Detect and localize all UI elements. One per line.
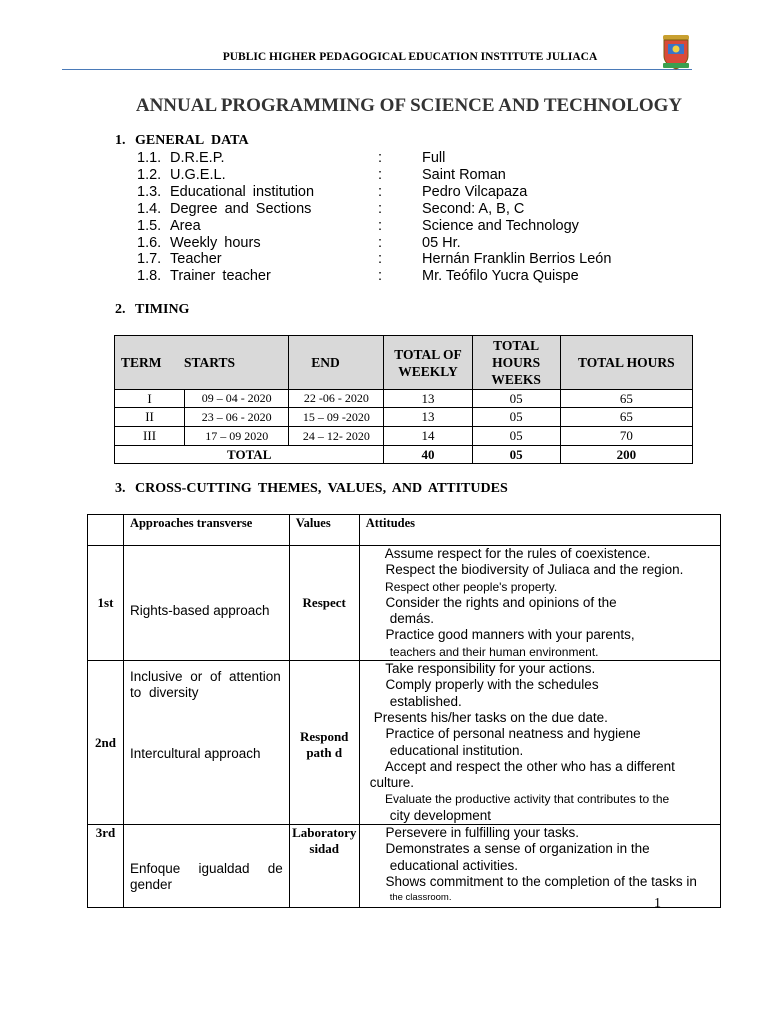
table-header-row (115, 336, 693, 390)
item-value: Science and Technology (422, 218, 579, 234)
item-label: Area (170, 218, 201, 234)
attitude-item: Respect the biodiversity of Juliaca and the region. (385, 562, 684, 578)
section-title: GENERAL DATA (135, 133, 249, 148)
approach-cell: Enfoque igualdad de gender (123, 825, 289, 907)
header-attitudes: Attitudes (359, 515, 720, 546)
table-row (88, 825, 721, 907)
header-total-hours: TOTAL HOURS (560, 336, 692, 390)
table-row (88, 661, 721, 825)
attitude-item: Take responsibility for your actions. (385, 661, 596, 677)
attitudes-cell (359, 546, 720, 661)
value-cell: Laboratory sidad (289, 825, 359, 907)
section-number: 2. (115, 302, 126, 317)
institution-logo-icon (660, 34, 692, 72)
approach-text: Intercultural approach (129, 746, 261, 762)
section-themes-heading (115, 481, 508, 497)
value-cell: Respect (289, 546, 359, 661)
header-total-weekly: TOTAL OF WEEKLY (384, 336, 472, 390)
item-label: Degree and Sections (170, 201, 312, 217)
starts-cell: 09 – 04 - 2020 (185, 390, 289, 408)
section-number: 1. (115, 133, 126, 148)
section-title: TIMING (135, 302, 190, 317)
header-starts: STARTS (184, 355, 236, 370)
item-value: Full (422, 150, 446, 166)
weekly-cell: 14 (384, 427, 472, 446)
hours-weeks-cell: 05 (472, 408, 560, 427)
attitude-item: Presents his/her tasks on the due date. (373, 709, 608, 725)
item-label: Weekly hours (170, 235, 261, 251)
attitude-item: Demonstrates a sense of organization in the (385, 841, 650, 857)
item-value: Second: A, B, C (422, 201, 525, 217)
attitude-item: Shows commitment to the completion of the tasks in (385, 873, 697, 889)
attitude-continuation: teachers and their human environment. (389, 644, 599, 659)
item-value: Saint Roman (422, 167, 506, 183)
attitudes-cell (359, 661, 720, 825)
hours-cell: 65 (560, 390, 692, 408)
attitude-item: Evaluate the productive activity that contributes to the (385, 792, 670, 807)
end-cell: 22 -06 - 2020 (289, 390, 384, 408)
item-label: Trainer teacher (170, 268, 271, 284)
item-number: 1.8. (137, 268, 162, 284)
attitude-item: Comply properly with the schedules (385, 677, 599, 693)
attitude-item: Practice of personal neatness and hygiene (385, 726, 641, 742)
item-label: U.G.E.L. (170, 167, 226, 183)
starts-cell: 23 – 06 - 2020 (185, 408, 289, 427)
themes-table (87, 514, 721, 908)
approach-cell (123, 661, 289, 825)
header-term: TERM (121, 354, 162, 370)
institution-header: PUBLIC HIGHER PEDAGOGICAL EDUCATION INSTITUTE JULIACA (222, 51, 598, 63)
section-title: CROSS-CUTTING THEMES, VALUES, AND ATTITUDES (135, 481, 508, 496)
attitude-item: Persevere in fulfilling your tasks. (385, 825, 580, 841)
header-end: END (289, 336, 384, 390)
total-weekly: 40 (384, 446, 472, 464)
header-term-starts (115, 336, 289, 390)
item-number: 1.4. (137, 201, 162, 217)
item-value: 05 Hr. (422, 235, 461, 251)
attitude-continuation: the classroom. (389, 892, 452, 904)
starts-cell: 17 – 09 2020 (185, 427, 289, 446)
header-values: Values (289, 515, 359, 546)
page-number: 1 (654, 896, 661, 911)
hours-cell: 70 (560, 427, 692, 446)
attitude-continuation: city development (389, 807, 492, 823)
attitude-item: Consider the rights and opinions of the (385, 594, 617, 610)
item-colon: : (378, 218, 383, 234)
item-number: 1.7. (137, 251, 162, 267)
item-number: 1.5. (137, 218, 162, 234)
item-colon: : (378, 184, 383, 200)
approach-text: Inclusive or of attention to diversity (129, 669, 281, 701)
attitude-continuation: educational institution. (389, 742, 524, 758)
item-label: D.R.E.P. (170, 150, 225, 166)
item-colon: : (378, 251, 383, 267)
item-number: 1.1. (137, 150, 162, 166)
timing-table (114, 335, 693, 464)
attitude-continuation: demás. (389, 611, 434, 627)
approach-cell: Rights-based approach (123, 546, 289, 661)
value-cell: Respond path d (289, 661, 359, 825)
attitude-continuation: educational activities. (389, 857, 519, 873)
item-value: Hernán Franklin Berrios León (422, 251, 612, 267)
table-header-row (88, 515, 721, 546)
item-value: Pedro Vilcapaza (422, 184, 528, 200)
item-colon: : (378, 150, 383, 166)
header-total-hours-weeks: TOTAL HOURS WEEKS (472, 336, 560, 390)
item-colon: : (378, 268, 383, 284)
term-cell: 2nd (88, 661, 124, 825)
total-hours: 200 (560, 446, 692, 464)
item-colon: : (378, 235, 383, 251)
section-general-data-heading (115, 133, 249, 149)
header-empty-cell (88, 515, 124, 546)
table-row (88, 546, 721, 661)
header-rule (62, 69, 692, 70)
item-label: Teacher (170, 251, 222, 267)
attitude-item: Respect other people's property. (385, 579, 558, 594)
table-row (115, 408, 693, 427)
total-hours-weeks: 05 (472, 446, 560, 464)
item-value: Mr. Teófilo Yucra Quispe (422, 268, 579, 284)
total-label: TOTAL (115, 446, 384, 464)
end-cell: 15 – 09 -2020 (289, 408, 384, 427)
attitudes-cell (359, 825, 720, 907)
term-cell: 3rd (88, 825, 124, 907)
hours-cell: 65 (560, 408, 692, 427)
attitude-continuation: established. (389, 693, 462, 709)
weekly-cell: 13 (384, 408, 472, 427)
term-cell: 1st (88, 546, 124, 661)
end-cell: 24 – 12- 2020 (289, 427, 384, 446)
section-number: 3. (115, 481, 126, 496)
table-row (115, 427, 693, 446)
attitude-item: Accept and respect the other who has a different culture. (369, 758, 675, 791)
section-timing-heading (115, 302, 189, 318)
term-cell: I (115, 390, 185, 408)
hours-weeks-cell: 05 (472, 427, 560, 446)
item-number: 1.3. (137, 184, 162, 200)
item-label: Educational institution (170, 184, 315, 200)
item-colon: : (378, 201, 383, 217)
weekly-cell: 13 (384, 390, 472, 408)
hours-weeks-cell: 05 (472, 390, 560, 408)
total-row (115, 446, 693, 464)
attitude-item: Assume respect for the rules of coexistence. (384, 546, 651, 561)
item-number: 1.6. (137, 235, 162, 251)
table-row (115, 390, 693, 408)
document-title: ANNUAL PROGRAMMING OF SCIENCE AND TECHNOLOGY (135, 95, 683, 116)
attitude-item: Practice good manners with your parents, (385, 627, 635, 643)
term-cell: III (115, 427, 185, 446)
item-colon: : (378, 167, 383, 183)
item-number: 1.2. (137, 167, 162, 183)
header-approaches: Approaches transverse (123, 515, 289, 546)
term-cell: II (115, 408, 185, 427)
